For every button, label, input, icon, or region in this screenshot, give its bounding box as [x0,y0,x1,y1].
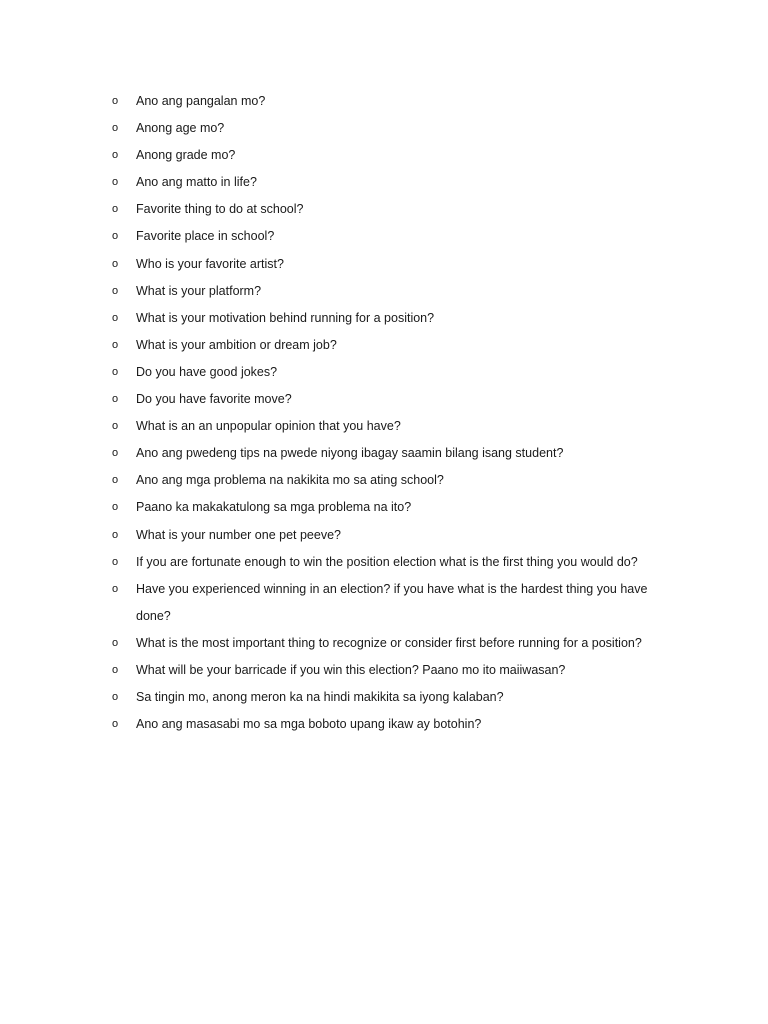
bullet-icon: o [112,122,119,135]
bullet-icon: o [112,555,119,568]
bullet-icon: o [112,663,119,676]
list-item [112,278,672,305]
list-item [112,196,672,223]
list-item [112,305,672,332]
bullet-icon: o [112,149,119,162]
question-text: Ano ang matto in life? [136,175,257,190]
bullet-icon: o [112,474,119,487]
bullet-icon: o [112,257,119,270]
bullet-icon: o [112,636,119,649]
bullet-icon: o [112,311,119,324]
list-item [112,549,672,576]
bullet-icon: o [112,95,119,107]
list-item [112,169,672,196]
list-item [112,630,672,657]
question-text: What will be your barricade if you win this election? Paano mo ito maiiwasan? [136,662,566,677]
question-text: Ano ang pangalan mo? [136,94,266,108]
bullet-icon: o [112,528,119,541]
bullet-icon: o [112,230,119,243]
list-item [112,657,672,684]
question-list [112,88,672,738]
question-text: If you are fortunate enough to win the position election what is the first thing you would do? [136,554,638,569]
question-text: Ano ang mga problema na nakikita mo sa ating school? [136,473,444,488]
list-item [112,251,672,278]
question-text: Ano ang masasabi mo sa mga boboto upang ikaw ay botohin? [136,717,482,732]
bullet-icon: o [112,447,119,460]
question-text: Favorite place in school? [136,229,275,244]
list-item [112,494,672,521]
list-item [112,413,672,440]
question-text: What is your number one pet peeve? [136,527,341,542]
question-text: Who is your favorite artist? [136,256,284,271]
list-item [112,522,672,549]
bullet-icon: o [112,393,119,406]
question-text: Anong grade mo? [136,148,236,163]
question-text: What is your ambition or dream job? [136,337,337,352]
list-item [112,684,672,711]
bullet-icon: o [112,582,119,595]
question-text: Do you have good jokes? [136,364,278,379]
bullet-icon: o [112,420,119,433]
question-text: Ano ang pwedeng tips na pwede niyong ibagay saamin bilang isang student? [136,446,564,461]
bullet-icon: o [112,338,119,351]
question-text: What is your platform? [136,283,262,298]
list-item [112,88,672,115]
question-text: What is an an unpopular opinion that you have? [136,419,401,434]
question-text: Do you have favorite move? [136,392,292,407]
bullet-icon: o [112,718,119,731]
list-item [112,386,672,413]
question-text: What is your motivation behind running for a position? [136,310,435,325]
list-item [112,359,672,386]
list-item [112,115,672,142]
list-item [112,440,672,467]
list-item [112,223,672,250]
bullet-icon: o [112,203,119,216]
bullet-icon: o [112,501,119,514]
list-item [112,142,672,169]
bullet-icon: o [112,284,119,297]
list-item [112,711,672,738]
question-text: Anong age mo? [136,121,225,136]
bullet-icon: o [112,176,119,189]
list-item [112,467,672,494]
question-text: What is the most important thing to recognize or consider first before running for a position? [136,635,642,650]
question-text: Have you experienced winning in an election? if you have what is the hardest thing you have done? [136,581,648,623]
list-item [112,576,672,630]
question-text: Sa tingin mo, anong meron ka na hindi makikita sa iyong kalaban? [136,690,504,705]
bullet-icon: o [112,691,119,704]
question-text: Paano ka makakatulong sa mga problema na ito? [136,500,412,515]
list-item [112,332,672,359]
question-text: Favorite thing to do at school? [136,202,304,217]
bullet-icon: o [112,365,119,378]
